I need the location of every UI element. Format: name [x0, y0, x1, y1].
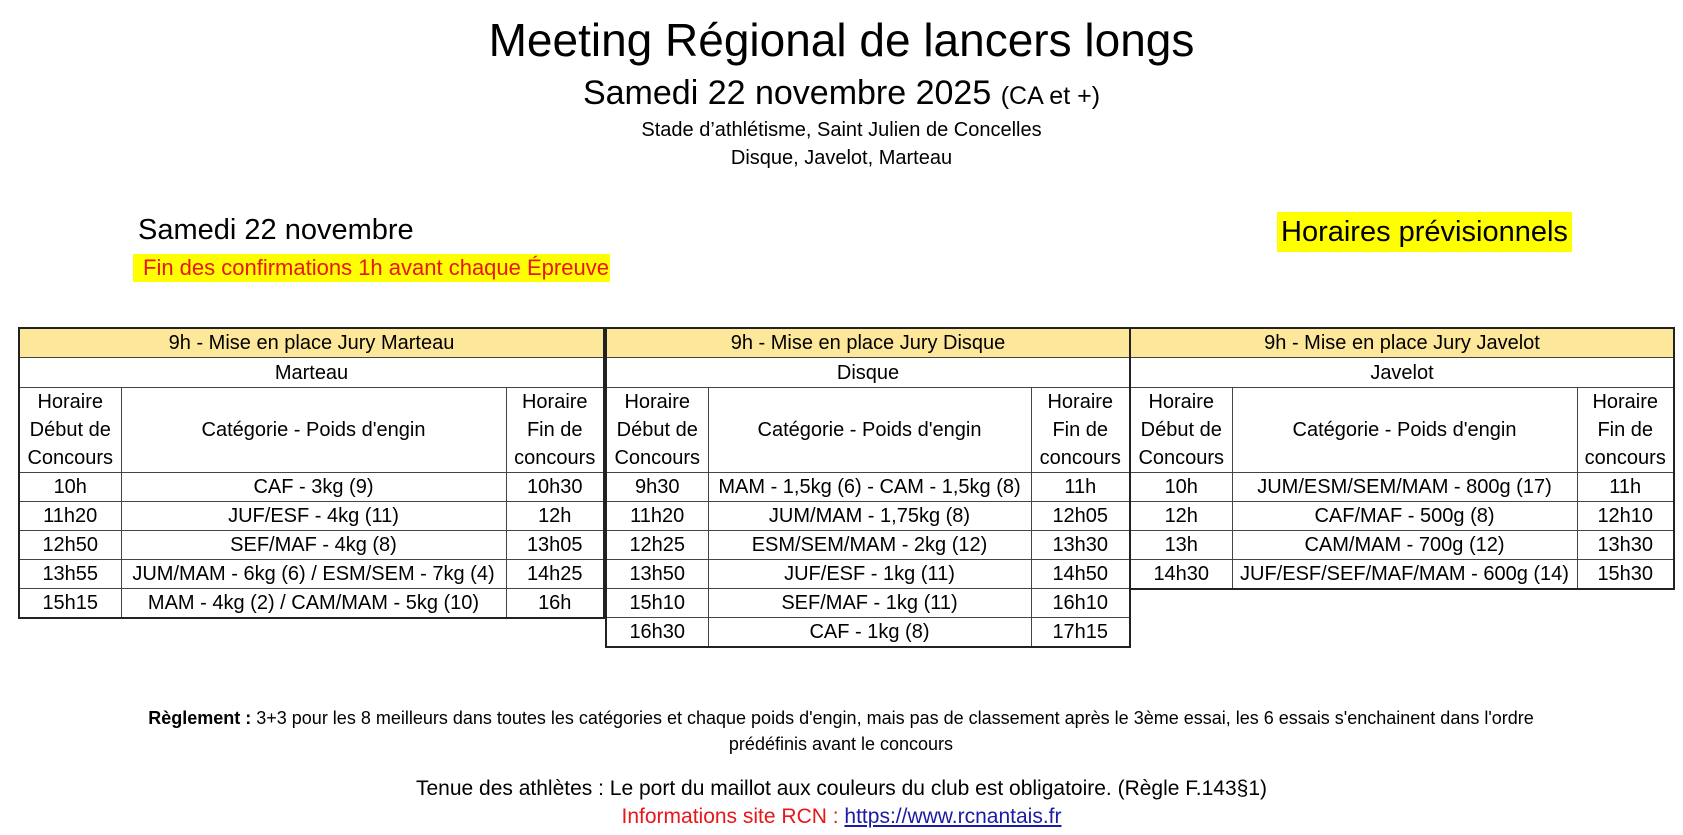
events-list: Disque, Javelot, Marteau [730, 147, 953, 169]
category: SEF/MAF - 4kg (8) [121, 531, 506, 560]
category: JUF/ESF - 1kg (11) [708, 560, 1031, 589]
page-title: Meeting Régional de lancers longs [488, 14, 1195, 66]
schedule-table-marteau [18, 327, 605, 619]
end-time: 12h05 [1031, 502, 1130, 531]
table-row [19, 589, 604, 619]
category: CAF - 1kg (8) [708, 618, 1031, 648]
website-link[interactable]: https://www.rcnantais.fr [844, 805, 1062, 828]
category: MAM - 1,5kg (6) - CAM - 1,5kg (8) [708, 473, 1031, 502]
header-end: Horaire Fin de concours [1031, 388, 1130, 473]
rules-label: Règlement : [148, 708, 252, 728]
venue: Stade d’athlétisme, Saint Julien de Concelles [641, 119, 1042, 141]
end-time: 12h [506, 502, 604, 531]
table-row [19, 473, 604, 502]
header-start: Horaire Début de Concours [19, 388, 121, 473]
provisional-label: Horaires prévisionnels [1277, 212, 1572, 252]
table-row [606, 560, 1130, 589]
jury-setup: 9h - Mise en place Jury Javelot [1130, 328, 1674, 358]
header-end: Horaire Fin de concours [506, 388, 604, 473]
header-end: Horaire Fin de concours [1577, 388, 1674, 473]
end-time: 13h30 [1031, 531, 1130, 560]
end-time: 13h05 [506, 531, 604, 560]
end-time: 16h10 [1031, 589, 1130, 618]
start-time: 11h20 [606, 502, 708, 531]
info-line [0, 803, 1683, 831]
event-name: Marteau [19, 358, 604, 388]
start-time: 10h [19, 473, 121, 502]
category: CAF/MAF - 500g (8) [1232, 502, 1577, 531]
category: CAM/MAM - 700g (12) [1232, 531, 1577, 560]
end-time: 16h [506, 589, 604, 619]
schedule-table-javelot [1129, 327, 1675, 590]
table-row [1130, 473, 1674, 502]
table-row [19, 560, 604, 589]
start-time: 14h30 [1130, 560, 1232, 590]
table-row [19, 502, 604, 531]
page-subtitle [0, 72, 1683, 117]
start-time: 10h [1130, 473, 1232, 502]
jury-setup: 9h - Mise en place Jury Marteau [19, 328, 604, 358]
subtitle-categories: (CA et +) [1000, 82, 1101, 110]
end-time: 14h50 [1031, 560, 1130, 589]
confirmation-notice: Fin des confirmations 1h avant chaque Épreuve [133, 254, 610, 282]
category: CAF - 3kg (9) [121, 473, 506, 502]
dress-code [0, 775, 1683, 803]
header-category: Catégorie - Poids d'engin [1232, 388, 1577, 473]
category: ESM/SEM/MAM - 2kg (12) [708, 531, 1031, 560]
category: JUM/MAM - 6kg (6) / ESM/SEM - 7kg (4) [121, 560, 506, 589]
table-row [19, 531, 604, 560]
end-time: 11h [1031, 473, 1130, 502]
category: JUF/ESF/SEF/MAF/MAM - 600g (14) [1232, 560, 1577, 590]
table-row [606, 618, 1130, 648]
header-category: Catégorie - Poids d'engin [708, 388, 1031, 473]
header-start: Horaire Début de Concours [1130, 388, 1232, 473]
table-row [1130, 531, 1674, 560]
start-time: 12h [1130, 502, 1232, 531]
dress-body: Le port du maillot aux couleurs du club est obligatoire. (Règle F.143§1) [609, 777, 1268, 800]
start-time: 12h25 [606, 531, 708, 560]
event-name: Disque [606, 358, 1130, 388]
start-time: 13h55 [19, 560, 121, 589]
dress-label: Tenue des athlètes : [415, 777, 604, 800]
start-time: 15h15 [19, 589, 121, 619]
end-time: 12h10 [1577, 502, 1674, 531]
table-row [606, 502, 1130, 531]
end-time: 14h25 [506, 560, 604, 589]
table-row [606, 589, 1130, 618]
end-time: 15h30 [1577, 560, 1674, 590]
rules-body: 3+3 pour les 8 meilleurs dans toutes les catégories et chaque poids d'engin, mais pas de classement après le 3ème essai, les 6 essais s'enchainent dans l'ordre prédéfinis avant le concours [256, 708, 1534, 754]
end-time: 17h15 [1031, 618, 1130, 648]
table-row [1130, 502, 1674, 531]
subtitle-date: Samedi 22 novembre 2025 [582, 74, 992, 112]
table-row [606, 531, 1130, 560]
jury-setup: 9h - Mise en place Jury Disque [606, 328, 1130, 358]
start-time: 9h30 [606, 473, 708, 502]
end-time: 11h [1577, 473, 1674, 502]
day-label: Samedi 22 novembre [138, 214, 414, 246]
start-time: 15h10 [606, 589, 708, 618]
table-row [1130, 560, 1674, 590]
table-row [606, 473, 1130, 502]
header-category: Catégorie - Poids d'engin [121, 388, 506, 473]
category: JUM/ESM/SEM/MAM - 800g (17) [1232, 473, 1577, 502]
category: JUM/MAM - 1,75kg (8) [708, 502, 1031, 531]
info-label: Informations site RCN : [621, 805, 839, 828]
start-time: 13h [1130, 531, 1232, 560]
event-name: Javelot [1130, 358, 1674, 388]
category: JUF/ESF - 4kg (11) [121, 502, 506, 531]
header-start: Horaire Début de Concours [606, 388, 708, 473]
schedule-table-disque [605, 327, 1131, 648]
rules-text [121, 705, 1561, 757]
start-time: 16h30 [606, 618, 708, 648]
category: SEF/MAF - 1kg (11) [708, 589, 1031, 618]
end-time: 10h30 [506, 473, 604, 502]
start-time: 12h50 [19, 531, 121, 560]
end-time: 13h30 [1577, 531, 1674, 560]
category: MAM - 4kg (2) / CAM/MAM - 5kg (10) [121, 589, 506, 619]
start-time: 13h50 [606, 560, 708, 589]
start-time: 11h20 [19, 502, 121, 531]
